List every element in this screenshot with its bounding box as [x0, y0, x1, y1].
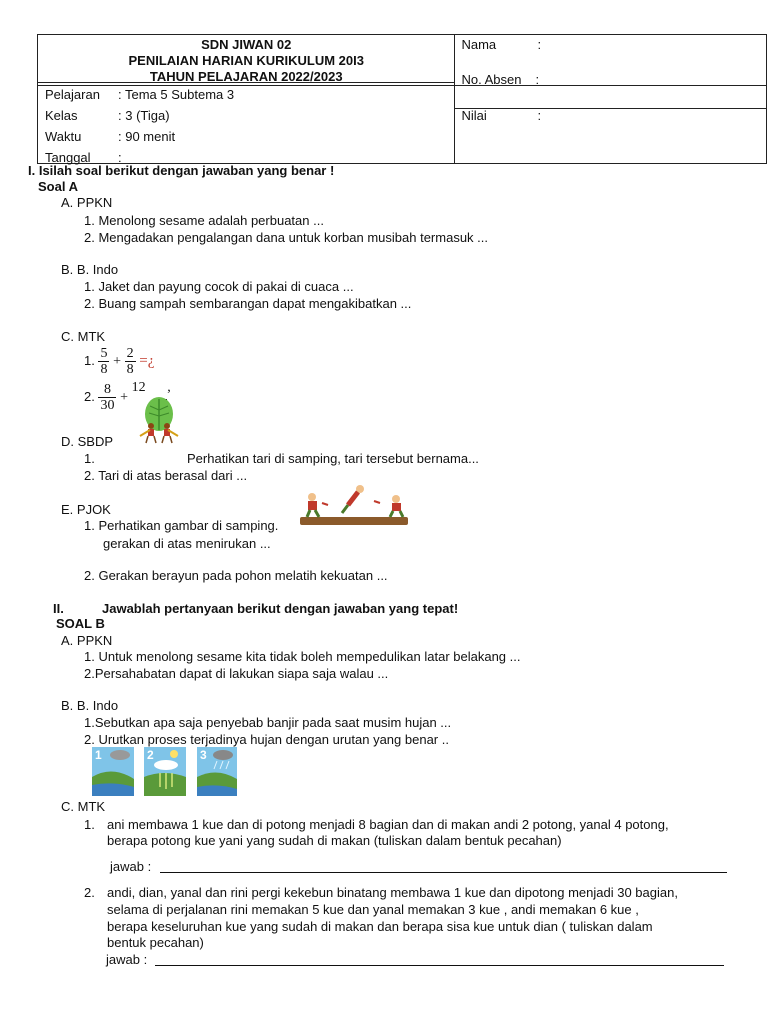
kelas-label: Kelas	[45, 108, 78, 123]
p2-c-q1-line1: ani membawa 1 kue dan di potong menjadi 8 bagian dan di makan andi 2 potong, yanal 4 potong,	[107, 817, 669, 832]
rain-picture-1	[92, 747, 134, 796]
p2-a-q2: 2.Persahabatan dapat di lakukan siapa saja walau ...	[84, 666, 389, 681]
frac-denominator: 8	[126, 362, 134, 378]
p2-b-q1: 1.Sebutkan apa saja penyebab banjir pada saat musim hujan ...	[84, 715, 452, 730]
answer-line-2[interactable]	[155, 965, 724, 966]
p1-c-q1	[84, 345, 154, 378]
p1-d-q1: Perhatikan tari di samping, tari tersebut bernama...	[187, 451, 479, 466]
rain-picture-3-number: 3	[200, 748, 207, 762]
pelajaran-value: : Tema 5 Subtema 3	[118, 87, 235, 102]
plus-sign: +	[120, 390, 128, 405]
info-cell	[38, 86, 455, 164]
p1-c-q2-num: 2.	[84, 389, 95, 404]
waktu-value: : 90 menit	[118, 129, 176, 144]
absen-colon: :	[535, 72, 540, 87]
p1-a-q2: 2. Mengadakan pengalangan dana untuk korban musibah termasuk ...	[84, 230, 488, 245]
pelajaran-label: Pelajaran	[45, 87, 100, 102]
absen-label: No. Absen	[461, 72, 522, 87]
part2-num: II.	[53, 601, 64, 616]
p1-e-head: E. PJOK	[61, 502, 111, 517]
p2-a-head: A. PPKN	[61, 633, 113, 648]
p1-d-q1-num: 1.	[84, 451, 95, 466]
p1-b-head: B. B. Indo	[61, 262, 119, 277]
p1-b-q2: 2. Buang sampah sembarangan dapat mengakibatkan ...	[84, 296, 412, 311]
p2-b-head: B. B. Indo	[61, 698, 119, 713]
tanggal-label: Tanggal	[45, 150, 91, 165]
equals-sign: =¿	[139, 353, 155, 369]
fraction-12-partial: 12	[131, 380, 146, 395]
header-table	[37, 34, 767, 164]
header-title-cell	[38, 35, 455, 86]
nilai-label: Nilai	[461, 108, 487, 123]
nilai-colon: :	[537, 108, 542, 123]
part1-title: Soal A	[38, 179, 78, 194]
rain-picture-1-number: 1	[95, 748, 102, 762]
plus-sign: +	[113, 354, 121, 369]
p2-c-q1-num: 1.	[84, 817, 95, 832]
p2-c-head: C. MTK	[61, 799, 106, 814]
p1-d-q2: 2. Tari di atas berasal dari ...	[84, 468, 248, 483]
tanggal-value: :	[118, 150, 122, 165]
p2-c-q2-line3: berapa keseluruhan kue yang sudah di makan dan berapa sisa kue untuk dian ( tuliskan dalam	[107, 919, 653, 934]
absen-divider	[455, 108, 766, 109]
exam-title: PENILAIAN HARIAN KURIKULUM 20I3	[128, 53, 364, 68]
p2-c-q2-line2: selama di perjalanan rini memakan 5 kue dan yanal memakan 3 kue , andi memakan 6 kue ,	[107, 902, 639, 917]
part2-instruction: Jawablah pertanyaan berikut dengan jawaban yang tepat!	[102, 601, 459, 616]
p1-d-head: D. SBDP	[61, 434, 114, 449]
p2-c-q2-num: 2.	[84, 885, 95, 900]
p1-e-q1b: gerakan di atas menirukan ...	[103, 536, 271, 551]
p1-c-head: C. MTK	[61, 329, 106, 344]
dance-picture	[136, 396, 182, 444]
p1-b-q1: 1. Jaket dan payung cocok di pakai di cuaca ...	[84, 279, 354, 294]
fraction-8-30	[98, 382, 116, 413]
fraction-5-8	[98, 346, 109, 377]
part1-instruction: I. Isilah soal berikut dengan jawaban yang benar !	[28, 163, 335, 178]
absen-nilai-cell	[455, 72, 767, 164]
p2-c-q2-line1: andi, dian, yanal dan rini pergi kekebun binatang membawa 1 kue dan dipotong menjadi 30 bagian,	[107, 885, 678, 900]
p1-e-q2: 2. Gerakan berayun pada pohon melatih kekuatan ...	[84, 568, 388, 583]
frac-numerator: 2	[126, 346, 134, 362]
rain-picture-2	[144, 747, 186, 796]
waktu-label: Waktu	[45, 129, 82, 144]
p2-c-q1-line2: berapa potong kue yani yang sudah di makan (tuliskan dalam bentuk pecahan)	[107, 833, 562, 848]
frac-numerator: 5	[100, 346, 108, 362]
p1-e-q1: 1. Perhatikan gambar di samping.	[84, 518, 279, 533]
nama-colon: :	[537, 37, 542, 52]
p1-a-head: A. PPKN	[61, 195, 113, 210]
comma: ,	[167, 380, 171, 395]
p2-c-q2-line4: bentuk pecahan)	[107, 935, 204, 950]
school-year: TAHUN PELAJARAN 2022/2023	[149, 69, 343, 84]
p2-c-q1-answer-label: jawab :	[110, 859, 152, 874]
answer-line-1[interactable]	[160, 872, 727, 873]
nama-label: Nama	[461, 37, 497, 52]
kelas-value: : 3 (Tiga)	[118, 108, 170, 123]
rain-picture-3	[197, 747, 237, 796]
frac-denominator: 8	[100, 362, 108, 378]
p2-a-q1: 1. Untuk menolong sesame kita tidak boleh mempedulikan latar belakang ...	[84, 649, 521, 664]
school-name: SDN JIWAN 02	[201, 37, 292, 52]
part2-title: SOAL B	[56, 616, 105, 631]
exercise-picture	[298, 483, 410, 531]
p1-c-q1-num: 1.	[84, 353, 95, 368]
frac-numerator: 8	[98, 382, 116, 398]
p2-b-q2: 2. Urutkan proses terjadinya hujan dengan urutan yang benar ..	[84, 732, 449, 747]
rain-picture-2-number: 2	[147, 748, 154, 762]
frac-denominator: 30	[100, 398, 115, 414]
title-divider	[37, 82, 455, 83]
p2-c-q2-answer-label: jawab :	[106, 952, 148, 967]
p1-a-q1: 1. Menolong sesame adalah perbuatan ...	[84, 213, 324, 228]
fraction-2-8	[125, 346, 136, 377]
